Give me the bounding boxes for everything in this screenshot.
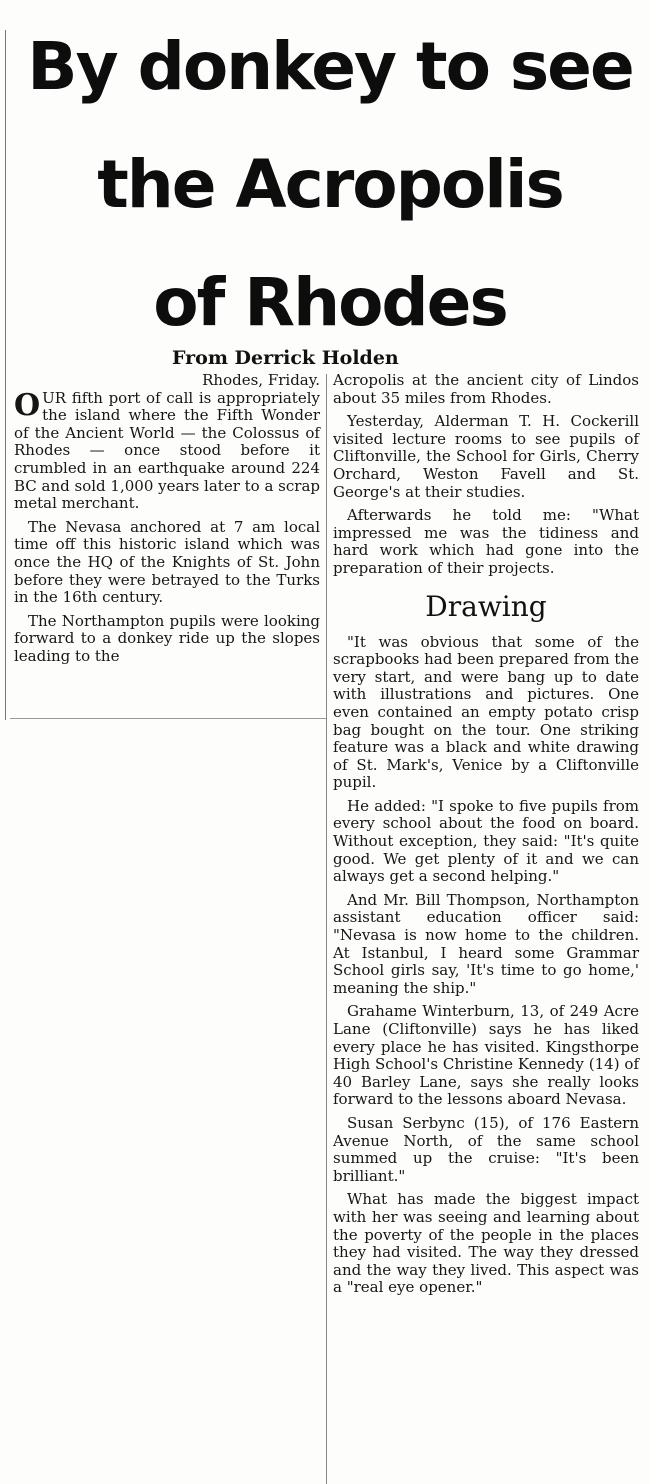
- lead-text: UR fifth port of call is appropriately the island where the Fifth Wonder of the Ancient World — the Colossus of Rhodes — once stood before it crumbled in an earthquake around 224 BC and sold 1,000 years later to a scrap metal merchant.: [14, 388, 320, 513]
- byline: From Derrick Holden: [172, 347, 399, 369]
- paragraph-9: Grahame Winterburn, 13, of 249 Acre Lane (Cliftonville) says he has liked every place he has visited. Kingsthorpe High School's Christine Kennedy (14) of 40 Barley Lane, says she really looks forward to the lessons aboard Nevasa.: [333, 1002, 639, 1109]
- article-column-left: [14, 372, 320, 672]
- left-column-rule: [5, 30, 6, 720]
- subheading-drawing: Drawing: [425, 589, 547, 623]
- paragraph-10: Susan Serbync (15), of 176 Eastern Avenue North, of the same school summed up the cruise: "It's been brilliant.": [333, 1113, 639, 1185]
- paragraph-3: The Northampton pupils were looking forward to a donkey ride up the slopes leading to the: [14, 611, 320, 665]
- drop-cap: O: [14, 387, 41, 423]
- paragraph-3-continued: Acropolis at the ancient city of Lindos about 35 miles from Rhodes.: [333, 371, 639, 407]
- paragraph-8: And Mr. Bill Thompson, Northampton assistant education officer said: "Nevasa is now home to the children. At Istanbul, I heard some Grammar School girls say, 'It's time to go home,' meaning the ship.": [333, 890, 639, 997]
- paragraph-6: "It was obvious that some of the scrapbooks had been prepared from the very start, and were bang up to date with illustrations and pictures. One even contained an empty potato crisp bag bought on the tour. One striking feature was a black and white drawing of St. Mark's, Venice by a Cliftonville pupil.: [333, 632, 639, 792]
- headline-line-1: By donkey to see: [27, 28, 633, 105]
- paragraph-5: Afterwards he told me: "What impressed me was the tidiness and hard work which had gone into the preparation of their projects.: [333, 506, 639, 577]
- column-divider: [326, 374, 327, 1484]
- headline: [10, 8, 650, 362]
- article-column-right: [333, 372, 639, 1303]
- left-column-end-rule: [10, 718, 326, 719]
- headline-line-2: the Acropolis: [97, 146, 563, 223]
- paragraph-2: The Nevasa anchored at 7 am local time off this historic island which was once the HQ of the Knights of St. John before they were betrayed to the Turks in the 16th century.: [14, 517, 320, 607]
- dateline: Rhodes, Friday.: [202, 371, 320, 389]
- headline-line-3: of Rhodes: [153, 264, 507, 341]
- paragraph-11: What has made the biggest impact with her was seeing and learning about the poverty of the people in the places they had visited. The way they dressed and the way they lived. This aspect was a "real eye opener.": [333, 1190, 639, 1297]
- paragraph-4: Yesterday, Alderman T. H. Cockerill visited lecture rooms to see pupils of Cliftonville, the School for Girls, Cherry Orchard, Weston Favell and St. George's at their studies.: [333, 412, 639, 501]
- lead-paragraph: [14, 387, 320, 513]
- paragraph-7: He added: "I spoke to five pupils from every school about the food on board. Without exception, they said: "It's quite good. We get plenty of it and we can always get a second helping.": [333, 796, 639, 886]
